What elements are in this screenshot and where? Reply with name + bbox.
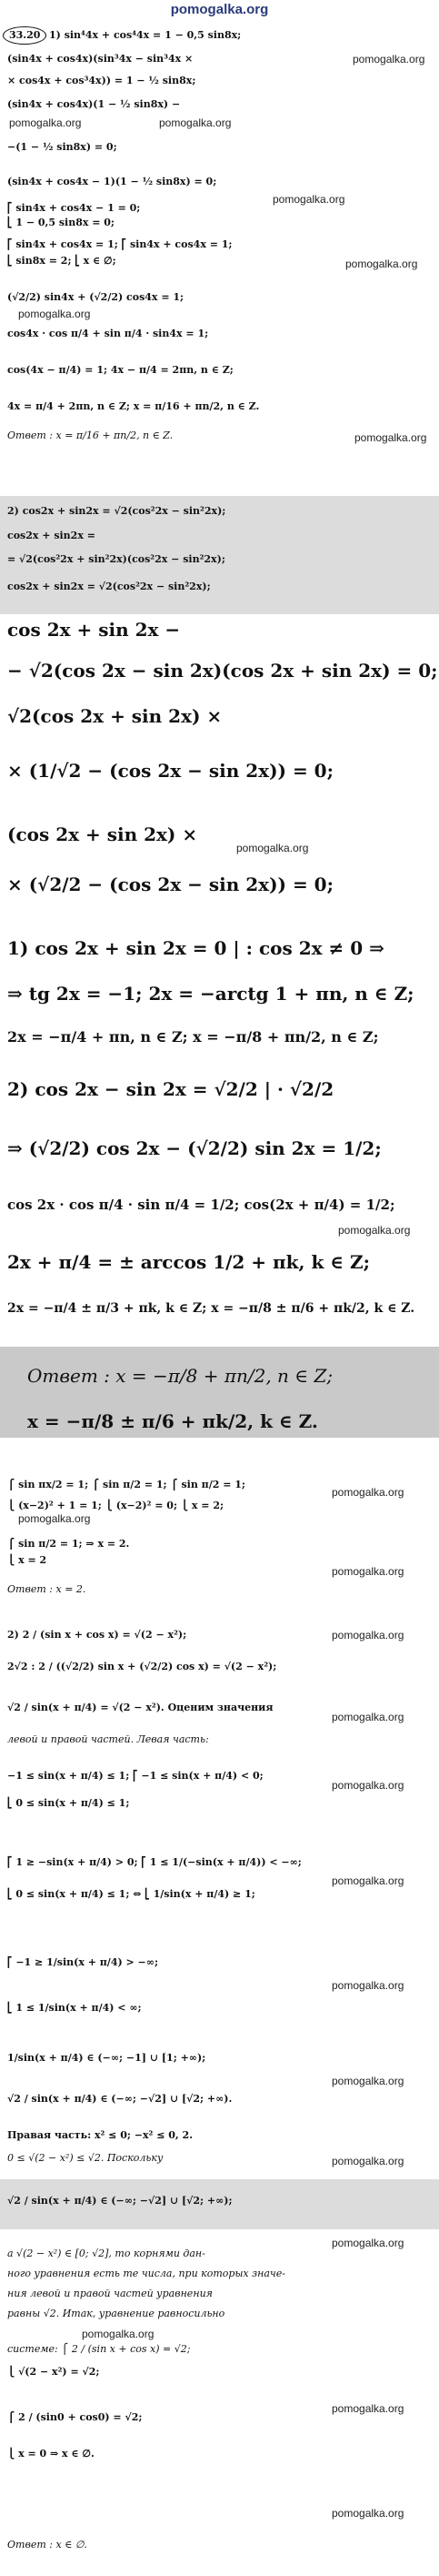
part3-line: ⎩ (x−2)² + 1 = 1; ⎩ (x−2)² = 0; ⎩ x = 2; bbox=[7, 1500, 224, 1511]
part3-line: √2 / sin(x + π/4) = √(2 − x²). Оценим значения bbox=[7, 1702, 274, 1713]
part1-line: ⎡ sin4x + cos4x − 1 = 0; bbox=[7, 202, 141, 214]
part3-line: ния левой и правой частей уравнения bbox=[7, 2288, 213, 2299]
watermark: pomogalka.org bbox=[332, 1779, 404, 1792]
watermark: pomogalka.org bbox=[236, 842, 309, 854]
watermark: pomogalka.org bbox=[332, 2402, 404, 2415]
part3-line: ⎧ sin π/2 = 1; ⇒ x = 2. bbox=[7, 1538, 130, 1550]
part2-intro-line: cos2x + sin2x = √2(cos²2x − sin²2x); bbox=[7, 581, 211, 592]
part1-line: (√2/2) sin4x + (√2/2) cos4x = 1; bbox=[7, 291, 185, 303]
part3-line: 1/sin(x + π/4) ∈ (−∞; −1] ∪ [1; +∞); bbox=[7, 2052, 206, 2064]
part3-line: √2 / sin(x + π/4) ∈ (−∞; −√2] ∪ [√2; +∞). bbox=[7, 2093, 233, 2105]
part3-line: равны √2. Итак, уравнение равносильно bbox=[7, 2308, 225, 2319]
watermark: pomogalka.org bbox=[273, 193, 345, 206]
part2-intro-line: cos2x + sin2x = bbox=[7, 530, 95, 541]
part3-line: ⎧ sin πx/2 = 1; ⎧ sin π/2 = 1; ⎧ sin π/2 = 1; bbox=[7, 1479, 245, 1490]
part1-line: cos4x · cos π/4 + sin π/4 · sin4x = 1; bbox=[7, 328, 209, 339]
part1-line: 4x = π/4 + 2πn, n ∈ Z; x = π/16 + πn/2, n ∈ Z. bbox=[7, 400, 260, 412]
part3-line: ⎡ 1 ≥ −sin(x + π/4) > 0; ⎡ 1 ≤ 1/(−sin(x + π/4)) < −∞; bbox=[7, 1856, 302, 1868]
part3-line: √2 / sin(x + π/4) ∈ (−∞; −√2] ∪ [√2; +∞); bbox=[7, 2195, 233, 2207]
watermark: pomogalka.org bbox=[332, 2507, 404, 2520]
part2-line: (cos 2x + sin 2x) × bbox=[7, 823, 198, 845]
part2-answer: Ответ : x = −π/8 + πn/2, n ∈ Z; bbox=[27, 1365, 334, 1387]
part2-line: 1) cos 2x + sin 2x = 0 | : cos 2x ≠ 0 ⇒ bbox=[7, 937, 384, 959]
part2-line: cos 2x + sin 2x − bbox=[7, 619, 181, 641]
watermark: pomogalka.org bbox=[332, 1874, 404, 1887]
problem-number: 33.20 bbox=[9, 29, 41, 41]
part2-line: 2x = −π/4 ± π/3 + πk, k ∈ Z; x = −π/8 ± π/6 + πk/2, k ∈ Z. bbox=[7, 1301, 415, 1316]
part3-line: ⎡ −1 ≥ 1/sin(x + π/4) > −∞; bbox=[7, 1956, 158, 1968]
watermark: pomogalka.org bbox=[353, 53, 425, 66]
part3-line: ⎣ 0 ≤ sin(x + π/4) ≤ 1; bbox=[7, 1797, 130, 1809]
watermark: pomogalka.org bbox=[82, 2328, 155, 2340]
part1-line: × cos4x + cos³4x)) = 1 − ½ sin8x; bbox=[7, 75, 196, 86]
part1-line: (sin4x + cos4x − 1)(1 − ½ sin8x) = 0; bbox=[7, 176, 217, 187]
watermark: pomogalka.org bbox=[332, 1486, 404, 1499]
part2-line: − √2(cos 2x − sin 2x)(cos 2x + sin 2x) = 0; bbox=[7, 660, 438, 682]
watermark: pomogalka.org bbox=[332, 1711, 404, 1723]
part3-line: ⎧ 2 / (sin0 + cos0) = √2; bbox=[7, 2411, 143, 2423]
part3-line: −1 ≤ sin(x + π/4) ≤ 1; ⎡ −1 ≤ sin(x + π/4) < 0; bbox=[7, 1770, 264, 1782]
part3-line: 2√2 : 2 / ((√2/2) sin x + (√2/2) cos x) = √(2 − x²); bbox=[7, 1661, 277, 1672]
part1-line: 1) sin⁴4x + cos⁴4x = 1 − 0,5 sin8x; bbox=[49, 29, 242, 41]
part2-line: 2) cos 2x − sin 2x = √2/2 | · √2/2 bbox=[7, 1078, 334, 1100]
watermark: pomogalka.org bbox=[345, 258, 418, 270]
watermark: pomogalka.org bbox=[18, 1512, 91, 1525]
part2-line: √2(cos 2x + sin 2x) × bbox=[7, 705, 223, 727]
part2-line: ⇒ (√2/2) cos 2x − (√2/2) sin 2x = 1/2; bbox=[7, 1137, 382, 1159]
part2-intro-line: 2) cos2x + sin2x = √2(cos²2x − sin²2x); bbox=[7, 505, 226, 517]
part1-line: ⎣ sin8x = 2; ⎣ x ∈ ∅; bbox=[7, 255, 116, 267]
watermark: pomogalka.org bbox=[332, 2237, 404, 2249]
part2-line: × (√2/2 − (cos 2x − sin 2x)) = 0; bbox=[7, 874, 334, 895]
site-header[interactable]: pomogalka.org bbox=[170, 2, 269, 17]
watermark: pomogalka.org bbox=[332, 1565, 404, 1578]
part2-answer: x = −π/8 ± π/6 + πk/2, k ∈ Z. bbox=[27, 1410, 318, 1432]
part1-line: cos(4x − π/4) = 1; 4x − π/4 = 2πn, n ∈ Z; bbox=[7, 364, 234, 376]
watermark: pomogalka.org bbox=[338, 1224, 411, 1237]
part1-answer: Ответ : x = π/16 + πn/2, n ∈ Z. bbox=[7, 429, 174, 441]
part1-line: (sin4x + cos4x)(1 − ½ sin8x) − bbox=[7, 98, 181, 110]
part3-answer: Ответ : x = 2. bbox=[7, 1583, 86, 1595]
part2-line: ⇒ tg 2x = −1; 2x = −arctg 1 + πn, n ∈ Z; bbox=[7, 983, 414, 1005]
part1-line: ⎣ 1 − 0,5 sin8x = 0; bbox=[7, 217, 115, 228]
part2-line: cos 2x · cos π/4 · sin π/4 = 1/2; cos(2x + π/4) = 1/2; bbox=[7, 1197, 395, 1213]
watermark: pomogalka.org bbox=[159, 116, 232, 129]
watermark: pomogalka.org bbox=[332, 2075, 404, 2087]
part1-line: −(1 − ½ sin8x) = 0; bbox=[7, 141, 117, 153]
part3-answer: Ответ : x ∈ ∅. bbox=[7, 2539, 87, 2551]
part3-line: Правая часть: x² ≤ 0; −x² ≤ 0, 2. bbox=[7, 2129, 194, 2141]
watermark: pomogalka.org bbox=[18, 308, 91, 320]
part2-intro-line: = √2(cos²2x + sin²2x)(cos²2x − sin²2x); bbox=[7, 553, 225, 565]
watermark: pomogalka.org bbox=[9, 116, 82, 129]
part1-line: (sin4x + cos4x)(sin³4x − sin³4x × bbox=[7, 53, 194, 65]
part2-line: 2x + π/4 = ± arccos 1/2 + πk, k ∈ Z; bbox=[7, 1251, 371, 1273]
watermark: pomogalka.org bbox=[354, 431, 427, 444]
watermark: pomogalka.org bbox=[332, 1629, 404, 1642]
part3-line: 2) 2 / (sin x + cos x) = √(2 − x²); bbox=[7, 1629, 187, 1641]
watermark: pomogalka.org bbox=[332, 1979, 404, 1992]
part3-line: ⎩ x = 0 ⇒ x ∈ ∅. bbox=[7, 2448, 95, 2460]
part1-line: ⎡ sin4x + cos4x = 1; ⎡ sin4x + cos4x = 1; bbox=[7, 238, 233, 250]
part2-line: × (1/√2 − (cos 2x − sin 2x)) = 0; bbox=[7, 760, 334, 782]
part2-line: 2x = −π/4 + πn, n ∈ Z; x = −π/8 + πn/2, n ∈ Z; bbox=[7, 1028, 379, 1046]
part3-line: а √(2 − x²) ∈ [0; √2], то корнями дан- bbox=[7, 2248, 205, 2259]
part3-line: левой и правой частей. Левая часть: bbox=[7, 1733, 209, 1745]
part3-line: системе: ⎧ 2 / (sin x + cos x) = √2; bbox=[7, 2343, 191, 2355]
part3-line: ⎩ x = 2 bbox=[7, 1554, 47, 1566]
part3-line: ⎣ 1 ≤ 1/sin(x + π/4) < ∞; bbox=[7, 2002, 142, 2014]
part3-line: ⎩ √(2 − x²) = √2; bbox=[7, 2366, 100, 2378]
part3-line: ⎣ 0 ≤ sin(x + π/4) ≤ 1; ⇔ ⎣ 1/sin(x + π/4) ≥ 1; bbox=[7, 1888, 255, 1900]
part3-line: 0 ≤ √(2 − x²) ≤ √2. Поскольку bbox=[7, 2152, 164, 2164]
part3-line: ного уравнения есть те числа, при которых значе- bbox=[7, 2268, 285, 2279]
watermark: pomogalka.org bbox=[332, 2155, 404, 2167]
